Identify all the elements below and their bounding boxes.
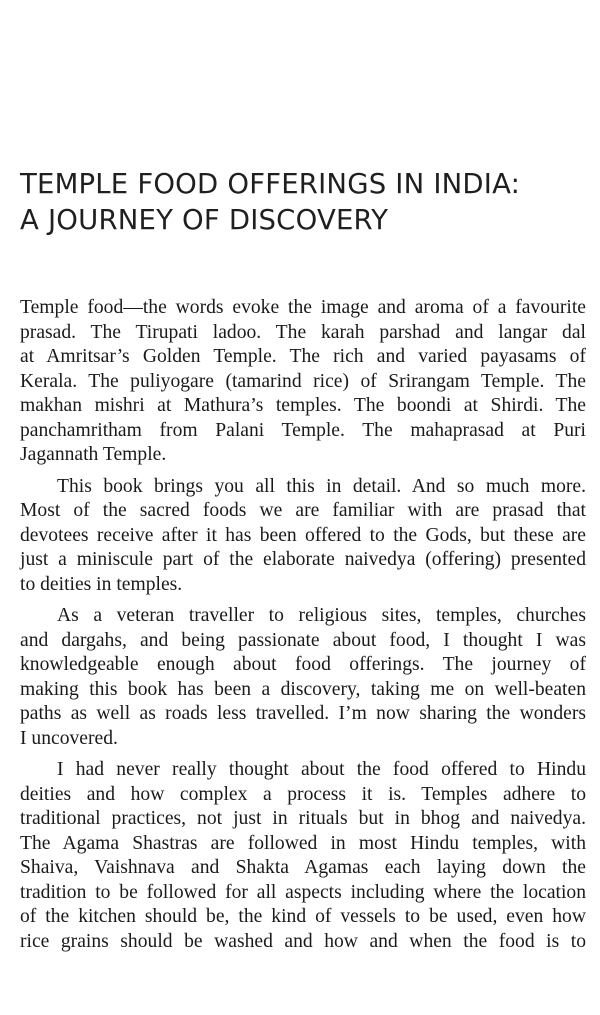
text-line: and dargahs, and being passionate about food, I thought I was bbox=[20, 629, 586, 651]
text-line: I had never really thought about the food offered to Hindu bbox=[57, 759, 586, 780]
text-line: prasad. The Tirupati ladoo. The karah parshad and langar dal bbox=[20, 321, 586, 343]
text-line: paths as well as roads less travelled. I’m now sharing the wonders bbox=[20, 703, 586, 724]
text-line: just a miniscule part of the elaborate naivedya (offering) presented bbox=[20, 549, 586, 570]
text-line: I uncovered. bbox=[20, 727, 118, 749]
text-line: The Agama Shastras are followed in most Hindu temples, with bbox=[20, 832, 586, 854]
text-line: Temple food—the words evoke the image and aroma of a favourite bbox=[20, 297, 586, 318]
text-line: at Amritsar’s Golden Temple. The rich and varied payasams of bbox=[20, 346, 586, 367]
text-line: panchamritham from Palani Temple. The mahaprasad at Puri bbox=[20, 419, 586, 441]
paragraph bbox=[20, 604, 586, 751]
text-line: Jagannath Temple. bbox=[20, 444, 167, 465]
text-line: making this book has been a discovery, taking me on well-beaten bbox=[20, 678, 586, 700]
text-line: tradition to be followed for all aspects including where the location bbox=[20, 881, 586, 903]
text-line: of the kitchen should be, the kind of vessels to be used, even how bbox=[20, 906, 586, 927]
text-line: rice grains should be washed and how and when the food is to bbox=[20, 930, 586, 952]
text-line: to deities in temples. bbox=[20, 573, 183, 595]
paragraph bbox=[20, 475, 586, 598]
text-line: makhan mishri at Mathura’s temples. The boondi at Shirdi. The bbox=[20, 395, 586, 416]
chapter-title-line: TEMPLE FOOD OFFERINGS IN INDIA: bbox=[20, 168, 521, 200]
body-text bbox=[20, 296, 586, 961]
text-line: traditional practices, not just in rituals but in bhog and naivedya. bbox=[20, 808, 586, 829]
text-line: This book brings you all this in detail. And so much more. bbox=[57, 475, 586, 497]
text-line: Shaiva, Vaishnava and Shakta Agamas each laying down the bbox=[20, 857, 586, 878]
chapter-title-line: A JOURNEY OF DISCOVERY bbox=[20, 204, 389, 236]
text-line: deities and how complex a process it is. Temples adhere to bbox=[20, 783, 586, 805]
text-line: Most of the sacred foods we are familiar with are prasad that bbox=[20, 500, 586, 521]
paragraph bbox=[20, 296, 586, 468]
chapter-title bbox=[20, 166, 590, 238]
text-line: devotees receive after it has been offered to the Gods, but these are bbox=[20, 524, 586, 546]
paragraph bbox=[20, 758, 586, 954]
text-line: Kerala. The puliyogare (tamarind rice) of Srirangam Temple. The bbox=[20, 370, 586, 392]
text-line: As a veteran traveller to religious sites, temples, churches bbox=[57, 605, 586, 626]
text-line: knowledgeable enough about food offerings. The journey of bbox=[20, 654, 586, 675]
